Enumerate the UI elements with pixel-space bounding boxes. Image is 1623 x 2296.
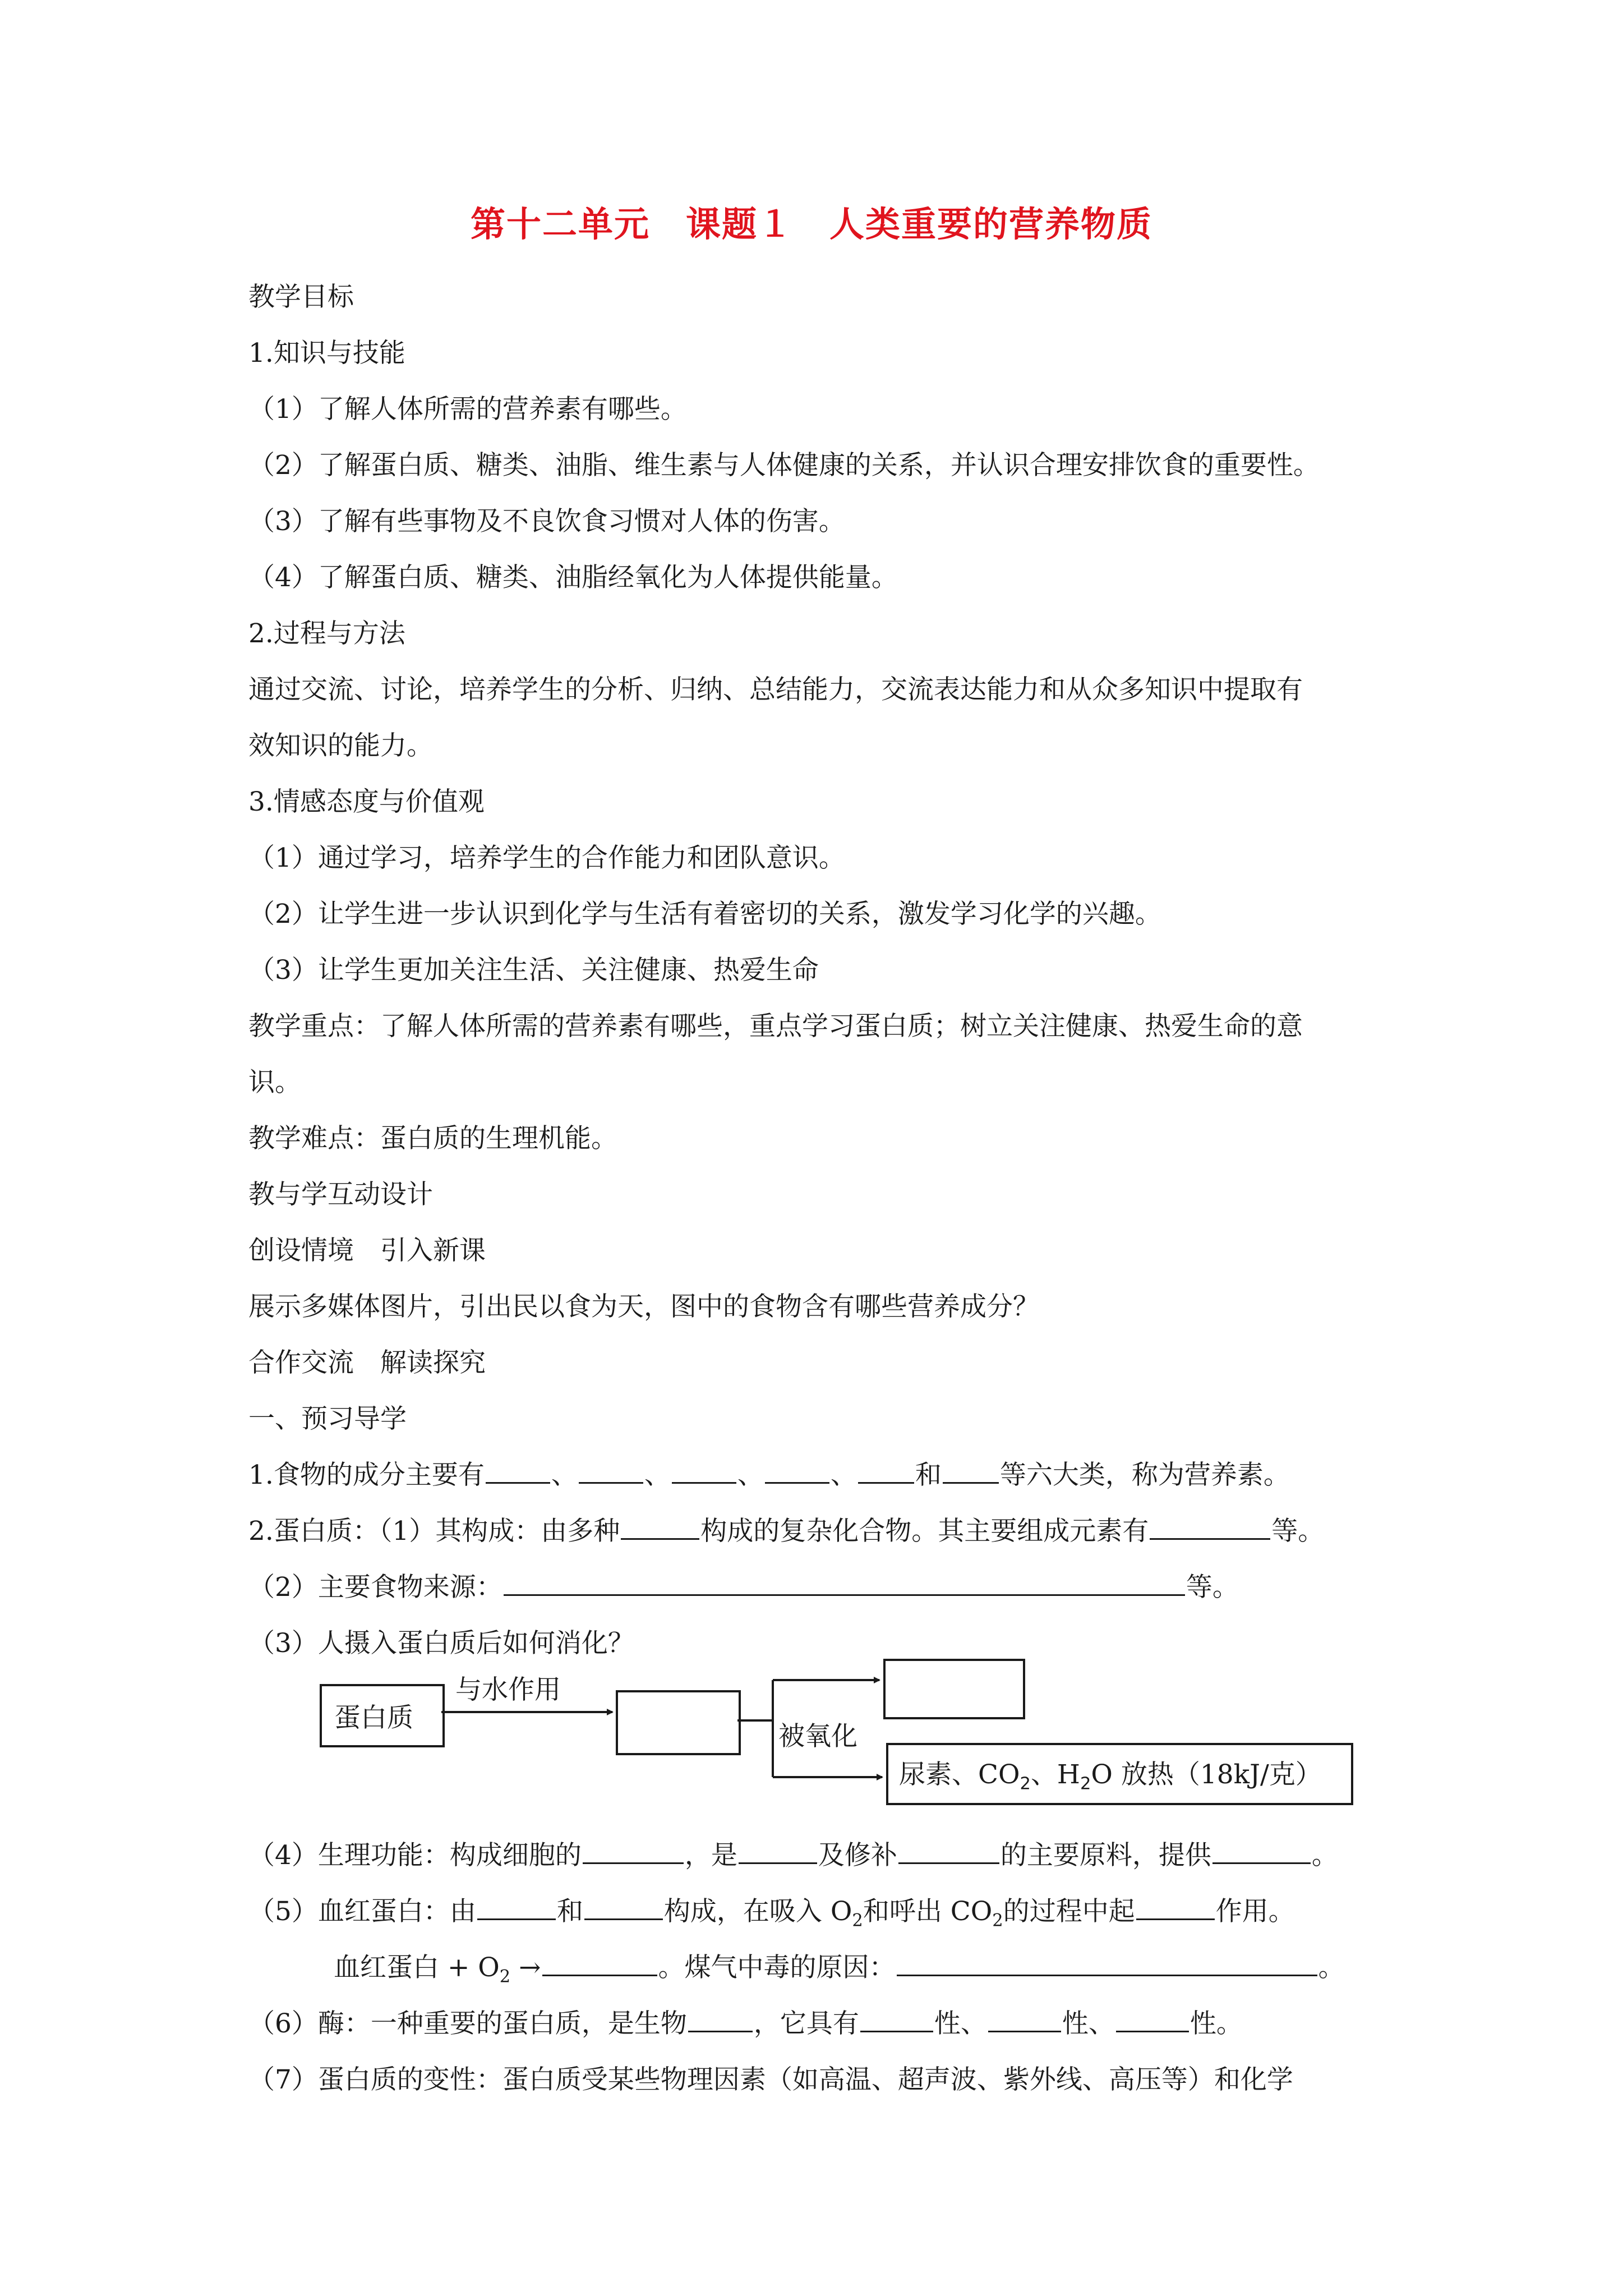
answer-blank[interactable] — [739, 1838, 817, 1864]
answer-blank[interactable] — [943, 1457, 999, 1484]
answer-blank[interactable] — [486, 1457, 550, 1484]
answer-blank[interactable] — [583, 1838, 684, 1864]
question-1: 1.食物的成分主要有 、 、 、 、 和 等六大类，称为营养素。 — [248, 1454, 1290, 1492]
subsection-heading: 2.过程与方法 — [248, 618, 405, 649]
answer-blank[interactable] — [579, 1457, 643, 1484]
answer-blank[interactable] — [897, 1950, 1317, 1976]
text-line: （4）了解蛋白质、糖类、油脂经氧化为人体提供能量。 — [248, 562, 898, 593]
question-2: 2.蛋白质：（1）其构成：由多种 构成的复杂化合物。其主要组成元素有 等。 — [248, 1510, 1324, 1548]
answer-blank[interactable] — [1150, 1513, 1270, 1540]
question-9: （7）蛋白质的变性：蛋白质受某些物理因素（如高温、超声波、紫外线、高压等）和化学 — [248, 2064, 1293, 2095]
answer-blank[interactable] — [860, 2006, 933, 2032]
question-7: 血红蛋白 + $O_2$ → 。煤气中毒的原因： 。 — [334, 1947, 1345, 1986]
section-heading: 教与学互动设计 — [248, 1179, 433, 1210]
text-line: 教学难点：蛋白质的生理机能。 — [248, 1123, 617, 1154]
question-8: （6）酶：一种重要的蛋白质，是生物 ，它具有 性、 性、 性。 — [248, 2003, 1243, 2040]
answer-blank[interactable] — [584, 1894, 663, 1920]
answer-blank[interactable] — [688, 2006, 753, 2032]
answer-blank[interactable] — [621, 1513, 699, 1540]
question-4: （3）人摄入蛋白质后如何消化？ — [248, 1628, 634, 1659]
question-5: （4）生理功能：构成细胞的 ，是 及修补 的主要原料，提供 。 — [248, 1834, 1338, 1872]
section-heading: 合作交流 解读探究 — [248, 1347, 486, 1378]
answer-blank[interactable] — [504, 1570, 1185, 1596]
product-box-blank[interactable] — [883, 1659, 1025, 1719]
text-line: 效知识的能力。 — [248, 730, 433, 761]
text-line: （1）了解人体所需的营养素有哪些。 — [248, 394, 687, 425]
oxidized-label: 被氧化 — [778, 1721, 857, 1752]
answer-blank[interactable] — [477, 1894, 556, 1920]
text-line: （3）了解有些事物及不良饮食习惯对人体的伤害。 — [248, 506, 845, 537]
hydrolysis-label: 与水作用 — [455, 1674, 561, 1705]
answer-blank[interactable] — [1212, 1838, 1311, 1864]
answer-blank[interactable] — [898, 1838, 999, 1864]
page-title: 第十二单元 课题１ 人类重要的营养物质 — [470, 204, 1152, 245]
subsection-heading: 3.情感态度与价值观 — [248, 786, 485, 817]
intermediate-box[interactable] — [616, 1690, 741, 1755]
answer-blank[interactable] — [765, 1457, 829, 1484]
text-line: （2）让学生进一步认识到化学与生活有着密切的关系，激发学习化学的兴趣。 — [248, 899, 1161, 930]
text-line: （1）通过学习，培养学生的合作能力和团队意识。 — [248, 843, 845, 873]
product-label: 尿素、$CO_2$、$H_2O$ 放热（18kJ/克） — [899, 1759, 1322, 1794]
text-line: （3）让学生更加关注生活、关注健康、热爱生命 — [248, 955, 819, 986]
text-line: 识。 — [248, 1067, 301, 1098]
answer-blank[interactable] — [988, 2006, 1061, 2032]
section-heading: 创设情境 引入新课 — [248, 1235, 486, 1266]
answer-blank[interactable] — [1136, 1894, 1215, 1920]
text-line: 展示多媒体图片，引出民以食为天，图中的食物含有哪些营养成分？ — [248, 1291, 1039, 1322]
protein-label: 蛋白质 — [334, 1703, 413, 1733]
answer-blank[interactable] — [542, 1950, 657, 1976]
question-3: （2）主要食物来源： 等。 — [248, 1566, 1239, 1604]
question-6: （5）血红蛋白：由 和 构成，在吸入 $O_2$和呼出 $CO_2$的过程中起 作用。 — [248, 1890, 1295, 1930]
answer-blank[interactable] — [672, 1457, 736, 1484]
section-heading: 一、预习导学 — [248, 1404, 407, 1434]
subsection-heading: 1.知识与技能 — [248, 338, 405, 369]
text-line: 教学重点：了解人体所需的营养素有哪些，重点学习蛋白质；树立关注健康、热爱生命的意 — [248, 1011, 1303, 1042]
text-line: 通过交流、讨论，培养学生的分析、归纳、总结能力，交流表达能力和从众多知识中提取有 — [248, 674, 1303, 705]
answer-blank[interactable] — [858, 1457, 914, 1484]
answer-blank[interactable] — [1116, 2006, 1189, 2032]
section-heading: 教学目标 — [248, 282, 354, 312]
text-line: （2）了解蛋白质、糖类、油脂、维生素与人体健康的关系，并认识合理安排饮食的重要性。 — [248, 450, 1320, 481]
